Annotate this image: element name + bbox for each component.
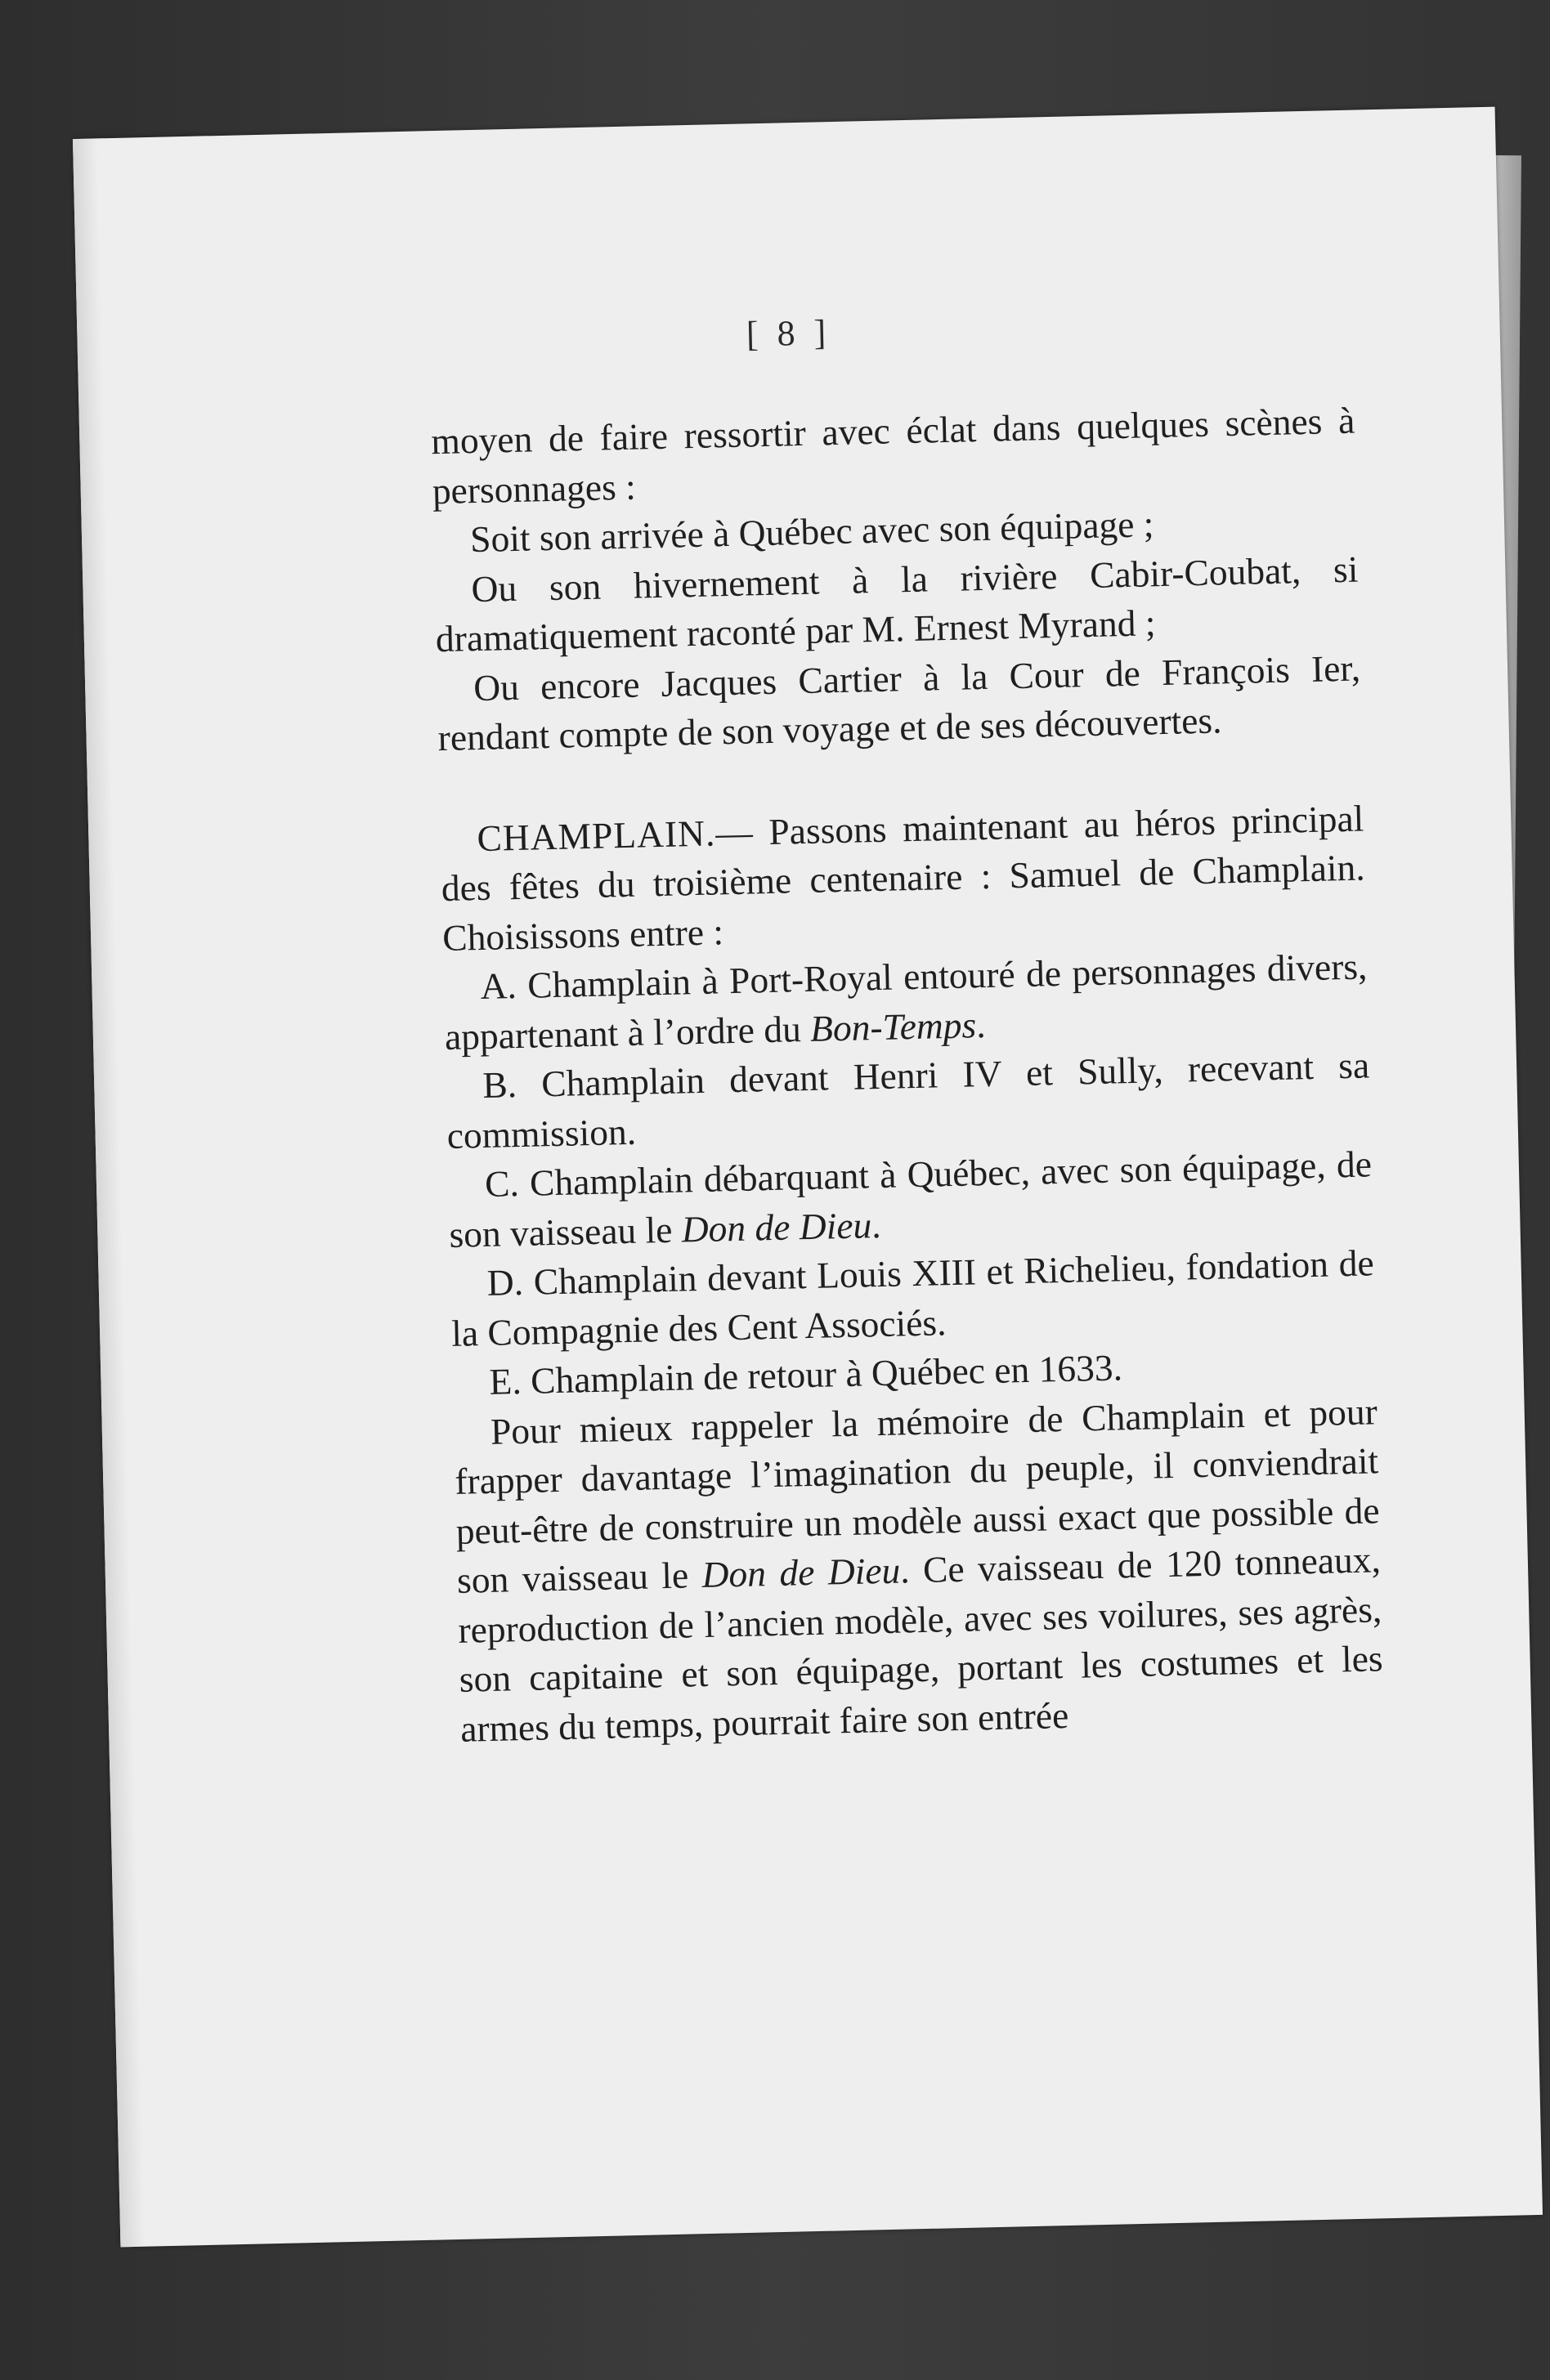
paragraph-text: B. Champlain devant Henri IV et Sully, recevant sa commission. <box>446 1044 1370 1156</box>
paragraph-text: C. Champlain débarquant à Québec, avec son équipage, de son vaisseau le <box>448 1143 1373 1255</box>
paragraph-text: D. Champlain devant Louis XIII et Richelieu, fondation de la Compagnie des Cent Associés. <box>450 1241 1375 1354</box>
paragraph-tail: . <box>871 1203 882 1246</box>
book-page <box>73 107 1543 2248</box>
paragraph-text: Soit son arrivée à Québec avec son équipage ; <box>469 503 1154 561</box>
paragraph-text: E. Champlain de retour à Québec en 1633. <box>489 1346 1123 1402</box>
section-lead: CHAMPLAIN. <box>476 811 716 859</box>
paragraph-ship-model <box>453 1387 1384 1754</box>
paragraph-text: A. Champlain à Port-Royal entouré de personnages divers, appartenant à l’ordre du <box>444 945 1368 1058</box>
paragraph-text: — Passons maintenant au héros principal des fêtes du troisième centenaire : Samuel de Champlain. Choisissons entre : <box>441 796 1366 959</box>
paragraph-champlain-heading <box>440 794 1367 963</box>
paragraph-text: Pour mieux rappeler la mémoire de Champlain et pour frapper davantage l’imagination du peuple, il conviendrait peut-être de construire un modèle aussi exact que possible de son vaisseau le <box>454 1389 1380 1601</box>
body-text <box>431 396 1385 1754</box>
paragraph-text: Ou encore Jacques Cartier à la Cour de François Ier, rendant compte de son voyage et de ses découvertes. <box>437 646 1361 759</box>
paragraph-tail: . Ce vaisseau de 120 tonneaux, reproduction de l’ancien modèle, avec ses voilures, ses agrès, son capitaine et son équipage, portant les costumes et les armes du temps, pourrait faire son entrée <box>457 1538 1384 1750</box>
italic-title: Bon-Temps <box>809 1003 977 1049</box>
page-number: [ 8 ] <box>746 312 831 355</box>
paragraph-tail: . <box>975 1003 987 1045</box>
italic-title: Don de Dieu <box>681 1203 872 1250</box>
paragraph-text: moyen de faire ressortir avec éclat dans quelques scènes à personnages : <box>430 399 1355 512</box>
paragraph-cartier <box>437 643 1362 763</box>
paragraph-text: Ou son hivernement à la rivière Cabir-Coubat, si dramatiquement raconté par M. Ernest Myrand ; <box>435 548 1359 660</box>
italic-title: Don de Dieu <box>701 1549 901 1596</box>
